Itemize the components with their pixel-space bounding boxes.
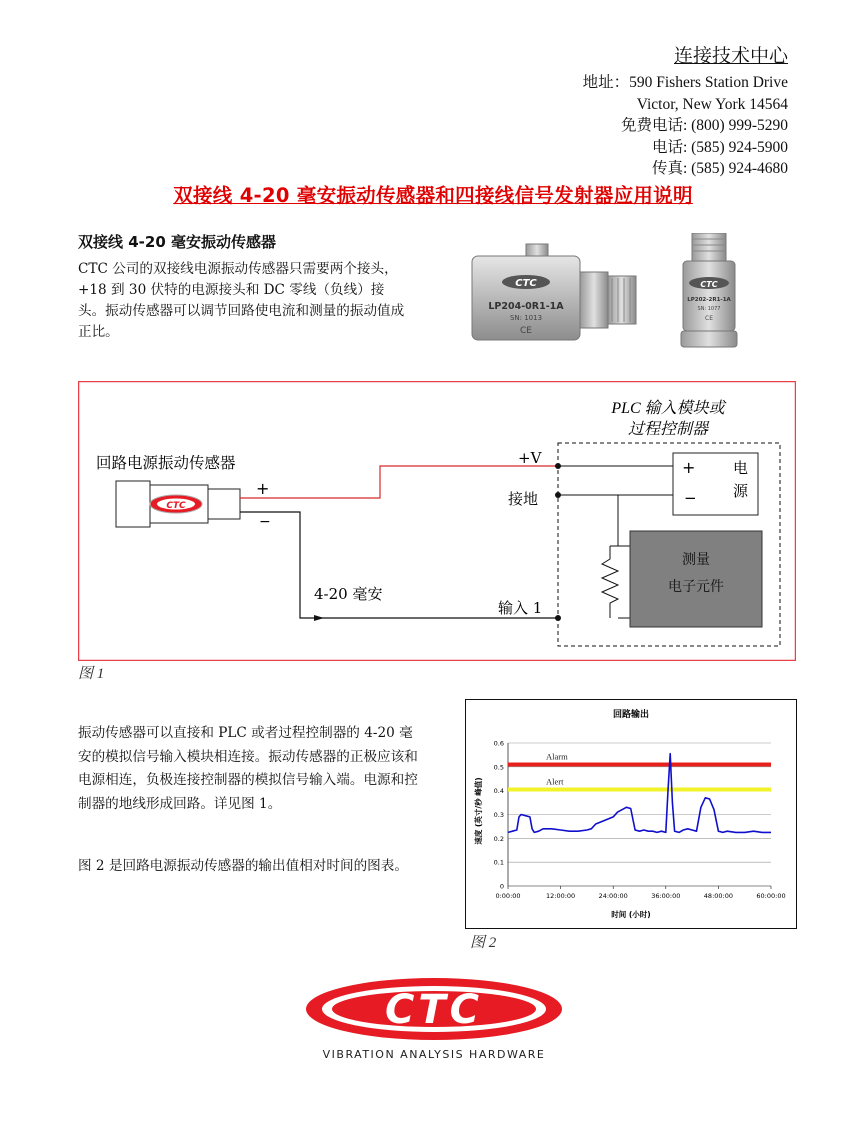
paragraph-connection: 振动传感器可以直接和 PLC 或者过程控制器的 4-20 毫安的模拟信号输入模块相连接。振动传感器的正极应该和电源相连，负极连接控制器的模拟信号输入端。电源和控制器的地线形成回路。详见图 1。 bbox=[78, 725, 418, 812]
power-minus: − bbox=[684, 489, 697, 507]
sensor-block bbox=[116, 481, 150, 527]
ce-mark-2: CE bbox=[705, 315, 713, 322]
y-tick-label: 0.2 bbox=[493, 834, 504, 843]
sensor2-model: LP202-2R1-1A bbox=[687, 297, 731, 303]
section-paragraph: CTC 公司的双接线电源振动传感器只需要两个接头，+18 到 30 伏特的电源接头和 DC 零线（负线）接头。振动传感器可以调节回路使电流和测量的振动值成正比。 bbox=[78, 261, 405, 340]
sensor2-base bbox=[681, 331, 737, 347]
sensor1-model: LP204-0R1-1A bbox=[488, 301, 564, 312]
chart-title: 回路输出 bbox=[612, 710, 650, 720]
chart-ylabel: 速度 (英寸/秒 峰值) bbox=[474, 777, 483, 845]
address-line2: Victor, New York 14564 bbox=[636, 95, 788, 113]
y-tick-label: 0.5 bbox=[493, 763, 504, 772]
y-tick-label: 0.3 bbox=[493, 811, 504, 819]
ground-terminal: 接地 bbox=[508, 490, 539, 508]
sensor2-serial: SN: 1077 bbox=[697, 306, 721, 312]
sensor-photo-top-exit bbox=[678, 233, 740, 353]
x-tick-label: 48:00:00 bbox=[703, 892, 734, 900]
power-label-2: 源 bbox=[733, 482, 749, 500]
x-tick-label: 36:00:00 bbox=[651, 892, 681, 900]
plc-label-line2: 过程控制器 bbox=[627, 421, 709, 438]
input1-terminal: 输入 1 bbox=[498, 599, 543, 617]
logo-tagline: VIBRATION ANALYSIS HARDWARE bbox=[322, 1048, 546, 1061]
fax: 传真: (585) 924-4680 bbox=[651, 160, 788, 177]
plc-label-line1: PLC 输入模块或 bbox=[611, 400, 725, 417]
section-heading: 双接线 4-20 毫安振动传感器 bbox=[78, 233, 276, 251]
chart-xlabel: 时间 (小时) bbox=[611, 910, 651, 919]
toll-free-phone: 免费电话: (800) 999-5290 bbox=[620, 117, 788, 134]
figure2-caption: 图 2 bbox=[470, 935, 497, 951]
y-tick-label: 0 bbox=[499, 882, 504, 891]
center-name: 连接技术中心 bbox=[673, 46, 788, 67]
x-tick-label: 12:00:00 bbox=[545, 892, 576, 900]
figure2-loop-output-chart bbox=[465, 699, 797, 929]
power-plus: + bbox=[682, 458, 696, 477]
sensor-plus-terminal: + bbox=[256, 479, 270, 498]
ctc-badge-text-2: CTC bbox=[700, 280, 718, 289]
connector-nut bbox=[580, 272, 608, 328]
ctc-logo-text: CTC bbox=[166, 501, 186, 511]
current-label: 4-20 毫安 bbox=[314, 585, 383, 603]
page-title: 双接线 4-20 毫安振动传感器和四接线信号发射器应用说明 bbox=[173, 184, 693, 207]
resistor-icon bbox=[602, 546, 618, 618]
threshold-alarm-label: Alarm bbox=[546, 751, 568, 762]
y-tick-label: 0.4 bbox=[493, 787, 504, 796]
x-tick-label: 60:00:00 bbox=[756, 892, 786, 900]
ctc-footer-logo bbox=[300, 975, 568, 1065]
threshold-alert-label: Alert bbox=[546, 776, 564, 787]
top-connector bbox=[692, 233, 726, 261]
figure1-wiring-diagram bbox=[78, 381, 796, 661]
contact-header bbox=[583, 44, 788, 180]
paragraph-chart-intro: 图 2 是回路电源振动传感器的输出值相对时间的图表。 bbox=[78, 858, 408, 874]
current-arrow-icon bbox=[314, 615, 324, 621]
x-tick-label: 0:00:00 bbox=[495, 892, 521, 900]
sensor-photo-side-exit bbox=[464, 242, 644, 347]
ce-mark: CE bbox=[520, 326, 532, 336]
address-line1: 地址：590 Fishers Station Drive bbox=[582, 74, 788, 91]
figure1-caption: 图 1 bbox=[78, 666, 105, 682]
measurement-label-1: 测量 bbox=[682, 552, 710, 568]
phone: 电话: (585) 924-5900 bbox=[651, 138, 788, 156]
ctc-badge-text: CTC bbox=[515, 278, 537, 289]
measurement-label-2: 电子元件 bbox=[668, 579, 724, 595]
power-label-1: 电 bbox=[733, 459, 749, 477]
sensor-label: 回路电源振动传感器 bbox=[96, 454, 236, 472]
logo-text: CTC bbox=[385, 987, 483, 1033]
sensor-cap bbox=[208, 489, 240, 519]
sensor1-serial: SN: 1013 bbox=[509, 314, 543, 322]
sensor-minus-terminal: − bbox=[259, 514, 271, 530]
y-tick-label: 0.1 bbox=[493, 858, 504, 867]
x-tick-label: 24:00:00 bbox=[598, 892, 628, 900]
y-tick-label: 0.6 bbox=[493, 739, 504, 748]
plus-v-terminal: +V bbox=[518, 449, 542, 467]
